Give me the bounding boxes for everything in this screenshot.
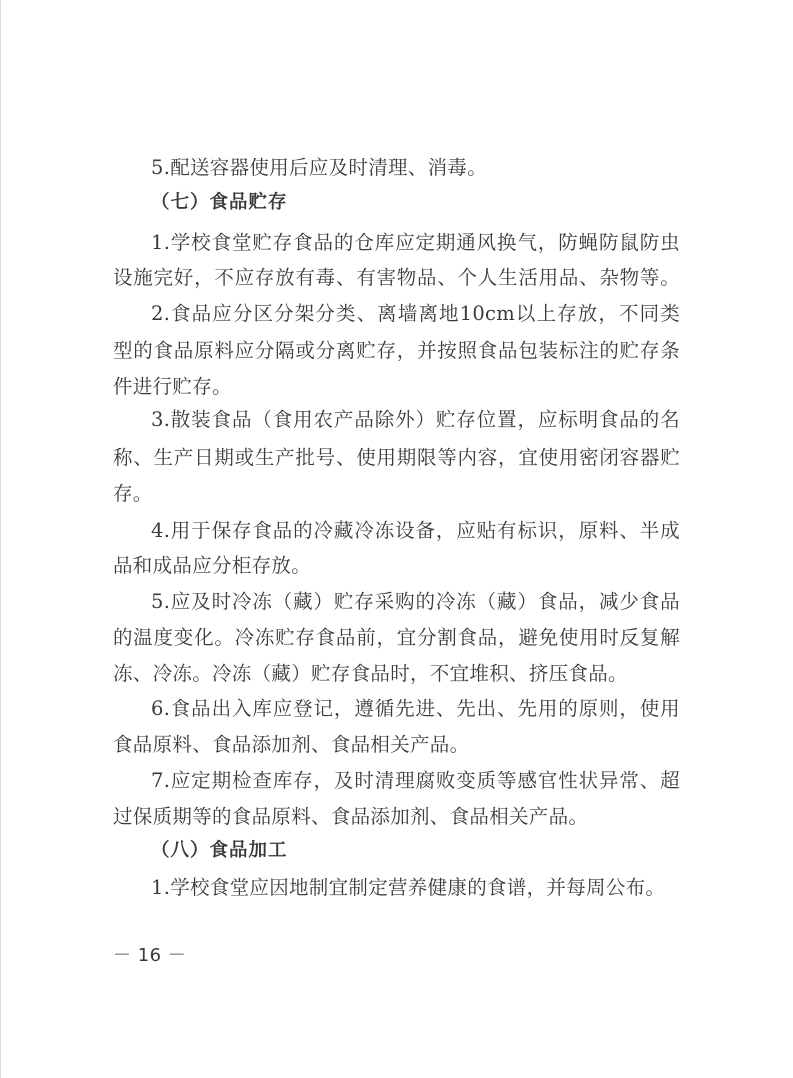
paragraph-line: 4.用于保存食品的冷藏冷冻设备，应贴有标识，原料、半成: [151, 519, 680, 542]
page-number: － 16 －: [113, 945, 187, 966]
paragraph-line: 过保质期等的食品原料、食品添加剂、食品相关产品。: [113, 805, 589, 828]
paragraph-line: 冻、冷冻。冷冻（藏）贮存食品时，不宜堆积、挤压食品。: [113, 662, 628, 685]
paragraph-line: 5.配送容器使用后应及时清理、消毒。: [151, 156, 488, 179]
paragraph-line: 品和成品应分柜存放。: [113, 554, 312, 577]
paragraph-line: 型的食品原料应分隔或分离贮存，并按照食品包装标注的贮存条: [113, 339, 680, 362]
section-heading-processing: （八）食品加工: [151, 840, 288, 861]
paragraph-line: 件进行贮存。: [113, 375, 232, 398]
paragraph-line: 称、生产日期或生产批号、使用期限等内容，宜使用密闭容器贮: [113, 446, 680, 469]
paragraph-line: 3.散装食品（食用农产品除外）贮存位置，应标明食品的名: [151, 408, 680, 431]
paragraph-line: 食品原料、食品添加剂、食品相关产品。: [113, 733, 470, 756]
paragraph-line: 6.食品出入库应登记，遵循先进、先出、先用的原则，使用: [151, 697, 680, 720]
paragraph-line: 的温度变化。冷冻贮存食品前，宜分割食品，避免使用时反复解: [113, 626, 680, 649]
paragraph-line: 1.学校食堂贮存食品的仓库应定期通风换气，防蝇防鼠防虫: [151, 231, 680, 254]
paragraph-line: 1.学校食堂应因地制宜制定营养健康的食谱，并每周公布。: [151, 876, 666, 899]
paragraph-line: 5.应及时冷冻（藏）贮存采购的冷冻（藏）食品，减少食品: [151, 590, 680, 613]
paragraph-line: 存。: [113, 482, 153, 505]
section-heading-storage: （七）食品贮存: [151, 192, 288, 213]
paragraph-line: 设施完好，不应存放有毒、有害物品、个人生活用品、杂物等。: [113, 266, 680, 289]
paragraph-line: 7.应定期检查库存，及时清理腐败变质等感官性状异常、超: [151, 769, 680, 792]
paragraph-line: 2.食品应分区分架分类、离墙离地10cm以上存放，不同类: [151, 302, 680, 325]
